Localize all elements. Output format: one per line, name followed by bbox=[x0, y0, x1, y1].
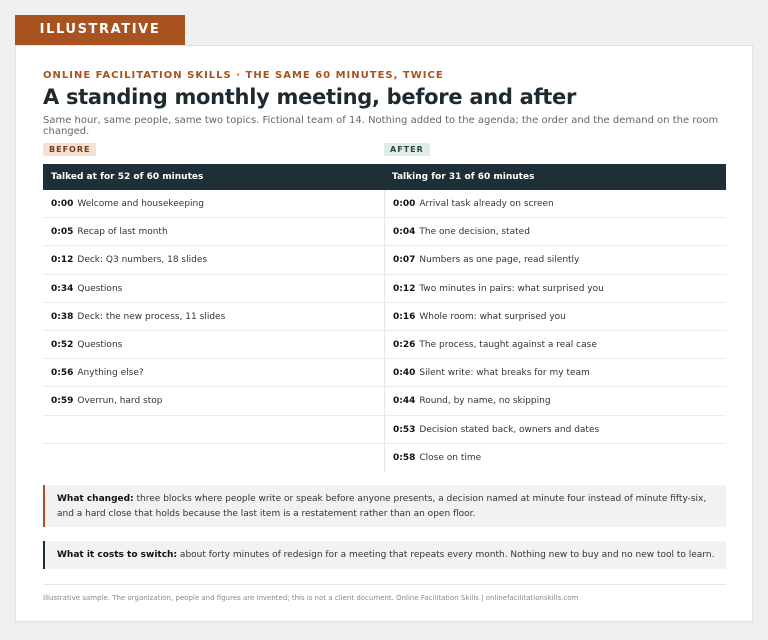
row-time: 0:40 bbox=[393, 368, 416, 379]
before-column-header: Talked at for 52 of 60 minutes bbox=[51, 172, 204, 182]
row-activity: Two minutes in pairs: what surprised you bbox=[419, 283, 604, 294]
row-activity: Recap of last month bbox=[77, 227, 168, 238]
table-row bbox=[385, 444, 726, 472]
row-time: 0:53 bbox=[393, 424, 416, 435]
table-row bbox=[385, 303, 726, 331]
what-changed-label: What changed: bbox=[57, 494, 134, 504]
row-time: 0:56 bbox=[51, 368, 74, 379]
row-time: 0:16 bbox=[393, 311, 416, 322]
table-row bbox=[43, 331, 384, 359]
row-activity: Decision stated back, owners and dates bbox=[419, 424, 600, 435]
row-activity: Deck: Q3 numbers, 18 slides bbox=[77, 255, 208, 266]
row-activity: Silent write: what breaks for my team bbox=[419, 368, 590, 379]
table-row bbox=[43, 246, 384, 274]
row-time: 0:26 bbox=[393, 339, 416, 350]
table-row bbox=[385, 218, 726, 246]
row-activity: Round, by name, no skipping bbox=[419, 396, 551, 407]
row-time: 0:44 bbox=[393, 396, 416, 407]
table-row bbox=[43, 359, 384, 387]
row-activity: Close on time bbox=[419, 452, 482, 463]
row-time: 0:00 bbox=[51, 199, 74, 209]
what-changed-note bbox=[43, 485, 726, 527]
table-row bbox=[385, 387, 726, 415]
table-row bbox=[385, 190, 726, 218]
footer-text: Illustrative sample. The organization, people and figures are invented; this is not a client document. Online Facilitation Skills | onlinefacilitationskills.com bbox=[43, 594, 579, 602]
illustrative-sample-badge: ILLUSTRATIVE bbox=[15, 15, 185, 45]
after-column bbox=[384, 190, 726, 472]
what-changed-text: three blocks where people write or speak before anyone presents, a decision named at minute four instead of minute fifty-six, and a hard close that holds because the last item is a restatement rather than an open floor. bbox=[57, 494, 707, 519]
row-time: 0:52 bbox=[51, 339, 74, 350]
table-row bbox=[43, 190, 384, 218]
cost-to-switch-label: What it costs to switch: bbox=[57, 550, 178, 560]
after-column-header: Talking for 31 of 60 minutes bbox=[392, 172, 535, 182]
row-activity: Questions bbox=[77, 283, 123, 294]
table-row bbox=[43, 303, 384, 331]
before-tag: BEFORE bbox=[43, 143, 96, 156]
comparison-table bbox=[43, 164, 726, 472]
page-title: A standing monthly meeting, before and after bbox=[43, 85, 577, 109]
row-time: 0:00 bbox=[393, 199, 416, 209]
row-activity: Whole room: what surprised you bbox=[419, 311, 566, 322]
eyebrow: ONLINE FACILITATION SKILLS · THE SAME 60 MINUTES, TWICE bbox=[43, 70, 444, 81]
table-body bbox=[43, 190, 726, 472]
table-row bbox=[385, 416, 726, 444]
footer-divider bbox=[43, 584, 726, 585]
table-row bbox=[385, 275, 726, 303]
row-activity: Questions bbox=[77, 339, 123, 350]
table-row bbox=[385, 246, 726, 274]
empty-row bbox=[43, 416, 384, 444]
row-time: 0:58 bbox=[393, 452, 416, 463]
cost-to-switch-note bbox=[43, 541, 726, 569]
cost-to-switch-text: about forty minutes of redesign for a meeting that repeats every month. Nothing new to buy and no new tool to learn. bbox=[177, 550, 715, 560]
row-time: 0:59 bbox=[51, 396, 74, 407]
row-activity: Numbers as one page, read silently bbox=[419, 255, 580, 266]
row-time: 0:38 bbox=[51, 311, 74, 322]
row-time: 0:12 bbox=[393, 283, 416, 294]
table-row bbox=[385, 359, 726, 387]
table-row bbox=[385, 331, 726, 359]
row-time: 0:05 bbox=[51, 227, 74, 238]
row-activity: Overrun, hard stop bbox=[77, 396, 163, 407]
empty-row bbox=[43, 444, 384, 472]
row-activity: The one decision, stated bbox=[419, 227, 530, 238]
table-row bbox=[43, 218, 384, 246]
table-header bbox=[43, 164, 726, 190]
row-time: 0:34 bbox=[51, 283, 74, 294]
row-activity: Anything else? bbox=[77, 368, 144, 379]
after-tag: AFTER bbox=[384, 143, 430, 156]
table-row bbox=[43, 275, 384, 303]
document-card bbox=[15, 45, 753, 622]
table-row bbox=[43, 387, 384, 415]
row-activity: The process, taught against a real case bbox=[419, 339, 597, 350]
subtitle: Same hour, same people, same two topics. Fictional team of 14. Nothing added to the agenda; the order and the demand on the room changed. bbox=[43, 115, 719, 137]
row-activity: Deck: the new process, 11 slides bbox=[77, 311, 226, 322]
row-time: 0:07 bbox=[393, 255, 416, 266]
row-time: 0:12 bbox=[51, 255, 74, 266]
row-activity: Welcome and housekeeping bbox=[77, 199, 204, 209]
row-time: 0:04 bbox=[393, 227, 416, 238]
before-column bbox=[43, 190, 384, 472]
row-activity: Arrival task already on screen bbox=[419, 199, 554, 209]
